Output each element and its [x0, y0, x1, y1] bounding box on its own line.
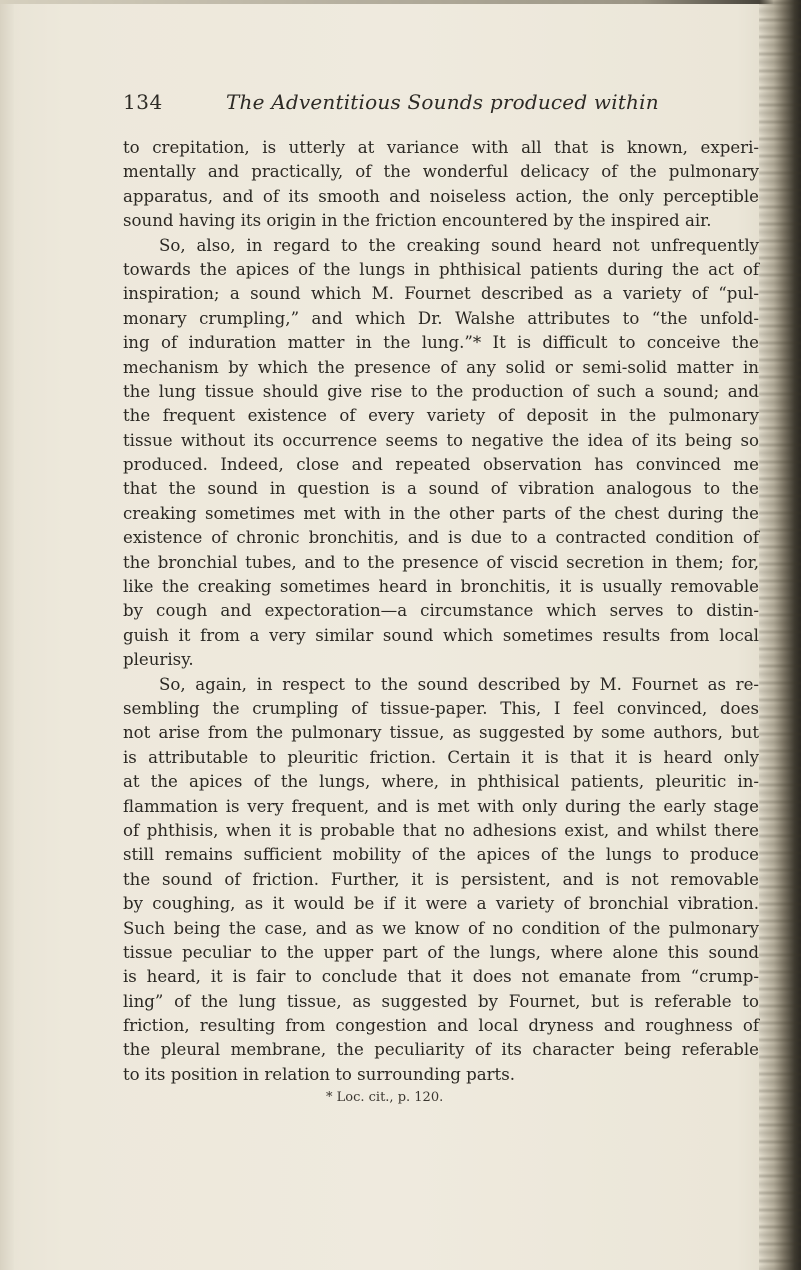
paragraph [123, 673, 759, 1088]
text-line: the frequent existence of every variety of deposit in the pulmonary [123, 406, 759, 426]
page-edge-shadow [759, 0, 801, 1270]
text-line: is heard, it is fair to conclude that it does not emanate from “crump- [123, 967, 759, 987]
text-line: the bronchial tubes, and to the presence of viscid secretion in them; for, [123, 552, 759, 572]
footnote: * Loc. cit., p. 120. [326, 1089, 444, 1105]
text-line: not arise from the pulmonary tissue, as suggested by some authors, but [123, 723, 759, 743]
text-line: ing of induration matter in the lung.”* It is difficult to conceive the [123, 333, 759, 353]
text-line: produced. Indeed, close and repeated observation has convinced me [123, 455, 759, 475]
text-line: to crepitation, is utterly at variance with all that is known, experi- [123, 138, 759, 157]
gutter-shadow [0, 0, 14, 1270]
text-line: sembling the crumpling of tissue-paper. This, I feel convinced, does [123, 698, 759, 718]
text-line: creaking sometimes met with in the other parts of the chest during the [123, 503, 759, 523]
text-line: tissue without its occurrence seems to negative the idea of its being so [123, 430, 759, 450]
text-line: So, also, in regard to the creaking sound heard not unfrequently [159, 235, 759, 255]
text-line: ling” of the lung tissue, as suggested by Fournet, but is referable to [123, 991, 759, 1011]
text-line: sound having its origin in the friction encountered by the inspired air. [123, 211, 712, 231]
paragraph [123, 234, 759, 673]
top-edge [0, 0, 801, 4]
page-header [123, 90, 763, 124]
running-title: The Adventitious Sounds produced within [226, 90, 659, 114]
text-line: like the creaking sometimes heard in bronchitis, it is usually removable [123, 577, 759, 597]
text-line: by coughing, as it would be if it were a variety of bronchial vibration. [123, 894, 759, 914]
text-line: guish it from a very similar sound which sometimes results from local [123, 625, 759, 645]
text-line: apparatus, and of its smooth and noiseless action, the only perceptible [123, 186, 759, 206]
text-line: the pleural membrane, the peculiarity of its character being referable [123, 1040, 759, 1060]
text-line: is attributable to pleuritic friction. Certain it is that it is heard only [123, 747, 759, 767]
text-line: friction, resulting from congestion and local dryness and roughness of [123, 1016, 759, 1036]
text-line: still remains sufficient mobility of the apices of the lungs to produce [123, 845, 759, 865]
text-line: So, again, in respect to the sound described by M. Fournet as re- [159, 674, 759, 694]
text-line: the lung tissue should give rise to the production of such a sound; and [123, 381, 759, 401]
paragraph [123, 136, 759, 234]
text-line: existence of chronic bronchitis, and is due to a contracted condition of [123, 528, 759, 548]
text-line: mechanism by which the presence of any solid or semi-solid matter in [123, 357, 759, 377]
page-number: 134 [123, 90, 163, 114]
body-text [123, 136, 759, 1087]
text-line: mentally and practically, of the wonderful delicacy of the pulmonary [123, 162, 759, 182]
text-line: tissue peculiar to the upper part of the lungs, where alone this sound [123, 942, 759, 962]
text-line: Such being the case, and as we know of no condition of the pulmonary [123, 918, 759, 938]
text-line: towards the apices of the lungs in phthisical patients during the act of [123, 259, 759, 279]
text-line: inspiration; a sound which M. Fournet described as a variety of “pul- [123, 284, 759, 304]
text-line: at the apices of the lungs, where, in phthisical patients, pleuritic in- [123, 772, 759, 792]
text-line: that the sound in question is a sound of vibration analogous to the [123, 479, 759, 499]
text-line: of phthisis, when it is probable that no adhesions exist, and whilst there [123, 820, 759, 840]
text-line: by cough and expectoration—a circumstance which serves to distin- [123, 601, 759, 621]
text-line: flammation is very frequent, and is met with only during the early stage [123, 796, 759, 816]
text-line: to its position in relation to surrounding parts. [123, 1064, 515, 1084]
text-line: the sound of friction. Further, it is persistent, and is not removable [123, 869, 759, 889]
text-line: pleurisy. [123, 650, 194, 670]
text-line: monary crumpling,” and which Dr. Walshe attributes to “the unfold- [123, 308, 759, 328]
